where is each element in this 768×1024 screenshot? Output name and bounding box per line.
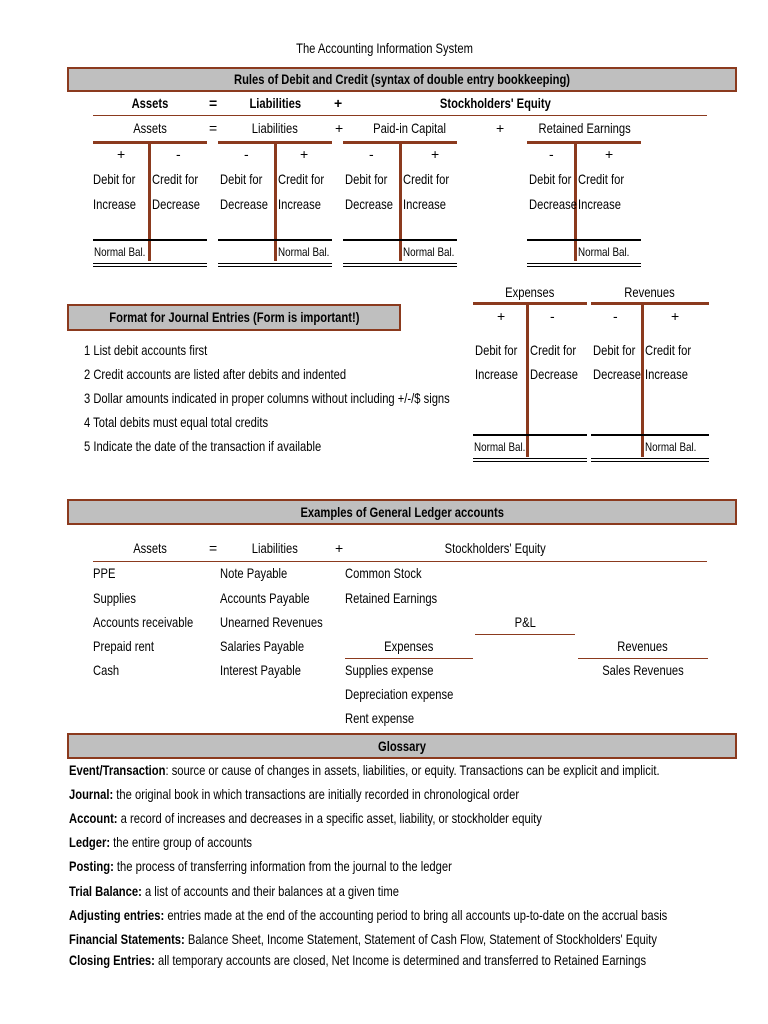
eq-equals-bold: =	[209, 95, 218, 111]
t-left-line2: Decrease	[593, 366, 641, 382]
eq-plus-1: +	[335, 120, 344, 136]
glossary-item	[69, 931, 657, 948]
glossary-term: Journal:	[69, 786, 114, 802]
t-double-line-2	[527, 266, 641, 267]
list-item: Common Stock	[345, 565, 422, 581]
t-left-line1: Debit for	[345, 171, 388, 187]
list-item: Interest Payable	[220, 662, 301, 678]
list-item: Retained Earnings	[345, 590, 438, 606]
glossary-def: a record of increases and decreases in a specific asset, liability, or stockholder equity	[117, 810, 542, 826]
t-divider	[274, 141, 277, 261]
ledger-equals: =	[209, 540, 218, 556]
t-divider	[399, 141, 402, 261]
t-left-sign: -	[613, 308, 618, 324]
ledger-liabilities-header: Liabilities	[251, 540, 299, 556]
list-item: Note Payable	[220, 565, 288, 581]
t-normal-left: Normal Bal.	[474, 440, 526, 454]
t-divider	[148, 141, 151, 261]
list-item: Salaries Payable	[220, 638, 305, 654]
t-right-sign: +	[605, 146, 614, 162]
t-right-line1: Credit for	[152, 171, 199, 187]
t-normal-right: Normal Bal.	[403, 245, 455, 259]
t-right-sign: +	[431, 146, 440, 162]
journal-band: Format for Journal Entries (Form is important!)	[67, 304, 401, 331]
t-left-sign: +	[117, 146, 126, 162]
glossary-term: Account:	[69, 810, 118, 826]
t-left-sign: -	[549, 146, 554, 162]
list-item: 4 Total debits must equal total credits	[84, 414, 269, 430]
t-right-line1: Credit for	[530, 342, 577, 358]
t-right-line2: Decrease	[152, 196, 200, 212]
list-item: 5 Indicate the date of the transaction if available	[84, 438, 322, 454]
t-double-line-2	[218, 266, 332, 267]
t-double-line-2	[93, 266, 207, 267]
glossary-term: Posting:	[69, 858, 114, 874]
ledger-revenues-title: Revenues	[617, 638, 669, 654]
t-left-line1: Debit for	[220, 171, 263, 187]
glossary-term: Trial Balance:	[69, 883, 142, 899]
glossary-band: Glossary	[67, 733, 737, 759]
list-item: Depreciation expense	[345, 686, 454, 702]
t-left-line1: Debit for	[93, 171, 136, 187]
t-right-line1: Credit for	[403, 171, 450, 187]
t-left-line2: Decrease	[529, 196, 577, 212]
eq-plus-2: +	[496, 120, 505, 136]
glossary-item	[69, 907, 667, 924]
t-double-line-1	[473, 458, 587, 459]
glossary-item	[69, 786, 519, 803]
list-item: Prepaid rent	[93, 638, 155, 654]
t-left-line2: Decrease	[220, 196, 268, 212]
list-item: 1 List debit accounts first	[84, 342, 208, 358]
t-total-line	[343, 239, 457, 241]
t-total-line	[218, 239, 332, 241]
list-item: Rent expense	[345, 710, 415, 726]
eq-bold-underline	[93, 115, 707, 116]
glossary-def: the original book in which transactions are initially recorded in chronological order	[113, 786, 520, 802]
glossary-def: Balance Sheet, Income Statement, Statement of Cash Flow, Statement of Stockholders' Equity	[184, 931, 657, 947]
t-right-line1: Credit for	[578, 171, 625, 187]
t-normal-right: Normal Bal.	[645, 440, 697, 454]
list-item: 3 Dollar amounts indicated in proper columns without including +/-/$ signs	[84, 390, 450, 406]
glossary-def: : source or cause of changes in assets, liabilities, or equity. Transactions can be explicit and implicit.	[165, 762, 660, 778]
ledger-expenses-underline	[345, 658, 473, 659]
eq-retained-earnings: Retained Earnings	[538, 120, 632, 136]
eq-equals: =	[209, 120, 218, 136]
glossary-item	[69, 762, 660, 779]
t-right-line2: Increase	[278, 196, 321, 212]
t-total-line	[93, 239, 207, 241]
glossary-item	[69, 810, 542, 827]
eq-assets-bold: Assets	[131, 95, 169, 111]
glossary-def: the entire group of accounts	[110, 834, 253, 850]
t-double-line-2	[591, 461, 709, 462]
glossary-item	[69, 883, 399, 900]
t-right-sign: -	[550, 308, 555, 324]
list-item: Supplies	[93, 590, 136, 606]
list-item: Accounts Payable	[220, 590, 310, 606]
expenses-title: Expenses	[505, 284, 555, 300]
ledger-band: Examples of General Ledger accounts	[67, 499, 737, 525]
t-left-line2: Decrease	[345, 196, 393, 212]
t-right-line2: Increase	[645, 366, 688, 382]
t-total-line	[527, 239, 641, 241]
glossary-item	[69, 858, 452, 875]
rules-band: Rules of Debit and Credit (syntax of double entry bookkeeping)	[67, 67, 737, 92]
glossary-def: all temporary accounts are closed, Net Income is determined and transferred to Retained Earnings	[154, 952, 647, 968]
t-normal-right: Normal Bal.	[278, 245, 330, 259]
ledger-equity-header: Stockholders' Equity	[444, 540, 546, 556]
eq-assets: Assets	[133, 120, 167, 136]
ledger-expenses-title: Expenses	[384, 638, 434, 654]
list-item: 2 Credit accounts are listed after debits and indented	[84, 366, 347, 382]
t-double-line-1	[93, 263, 207, 264]
t-top-bar	[527, 141, 641, 144]
t-left-sign: -	[369, 146, 374, 162]
t-left-sign: +	[497, 308, 506, 324]
t-left-line1: Debit for	[593, 342, 636, 358]
t-left-sign: -	[244, 146, 249, 162]
pl-underline	[475, 634, 575, 635]
t-normal-left: Normal Bal.	[94, 245, 146, 259]
t-right-sign: +	[300, 146, 309, 162]
glossary-term: Event/Transaction	[69, 762, 166, 778]
t-left-line2: Increase	[475, 366, 518, 382]
page-title: The Accounting Information System	[295, 40, 473, 56]
t-right-sign: +	[671, 308, 680, 324]
t-left-line1: Debit for	[529, 171, 572, 187]
list-item: Supplies expense	[345, 662, 434, 678]
t-top-bar	[473, 302, 587, 305]
pl-label: P&L	[514, 614, 536, 630]
t-right-line1: Credit for	[645, 342, 692, 358]
revenues-title: Revenues	[624, 284, 676, 300]
t-normal-right: Normal Bal.	[578, 245, 630, 259]
t-double-line-1	[591, 458, 709, 459]
t-right-line2: Increase	[403, 196, 446, 212]
list-item: Unearned Revenues	[220, 614, 323, 630]
ledger-header-underline	[93, 561, 707, 562]
t-double-line-1	[343, 263, 457, 264]
ledger-revenues-underline	[578, 658, 708, 659]
t-right-sign: -	[176, 146, 181, 162]
glossary-term: Ledger:	[69, 834, 111, 850]
t-right-line2: Increase	[578, 196, 621, 212]
glossary-term: Adjusting entries:	[69, 907, 165, 923]
t-right-line2: Decrease	[530, 366, 578, 382]
t-double-line-2	[473, 461, 587, 462]
list-item: Sales Revenues	[602, 662, 684, 678]
t-total-line	[591, 434, 709, 436]
t-top-bar	[591, 302, 709, 305]
list-item: PPE	[93, 565, 116, 581]
t-double-line-1	[218, 263, 332, 264]
t-right-line1: Credit for	[278, 171, 325, 187]
eq-plus-bold: +	[334, 95, 343, 111]
t-double-line-2	[343, 266, 457, 267]
list-item: Accounts receivable	[93, 614, 194, 630]
glossary-def: a list of accounts and their balances at a given time	[141, 883, 399, 899]
glossary-def: entries made at the end of the accounting period to bring all accounts up-to-date on the accrual basis	[164, 907, 668, 923]
list-item: Cash	[93, 662, 120, 678]
glossary-term: Financial Statements:	[69, 931, 185, 947]
t-left-line2: Increase	[93, 196, 136, 212]
eq-equity-bold: Stockholders' Equity	[439, 95, 551, 111]
eq-liabilities-bold: Liabilities	[249, 95, 301, 111]
t-double-line-1	[527, 263, 641, 264]
glossary-item	[69, 952, 646, 969]
eq-liabilities: Liabilities	[251, 120, 299, 136]
ledger-assets-header: Assets	[133, 540, 167, 556]
glossary-def: the process of transferring information from the journal to the ledger	[113, 858, 452, 874]
glossary-term: Closing Entries:	[69, 952, 155, 968]
t-total-line	[473, 434, 587, 436]
t-left-line1: Debit for	[475, 342, 518, 358]
ledger-plus: +	[335, 540, 344, 556]
eq-paid-in-capital: Paid-in Capital	[373, 120, 447, 136]
glossary-item	[69, 834, 252, 851]
